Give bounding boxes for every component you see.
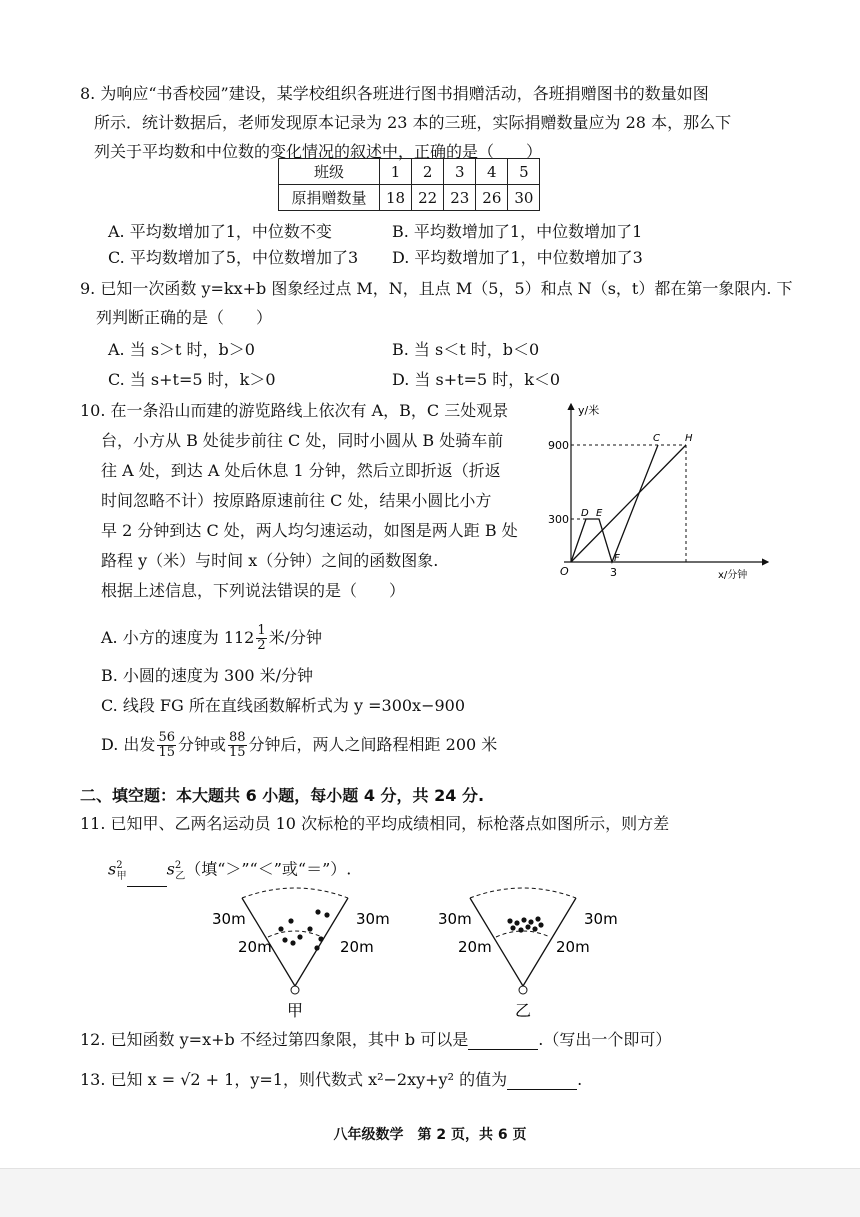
throw-origin <box>519 986 527 994</box>
landing-dot <box>538 922 543 927</box>
tick-label-900: 900 <box>548 439 569 452</box>
table-cell: 2 <box>412 159 444 185</box>
x-axis-label: x/分钟 <box>718 570 748 581</box>
q8-option-c: C. 平均数增加了5，中位数增加了3 <box>108 248 359 267</box>
q9-line1: 9. 已知一次函数 y=kx+b 图象经过点 M，N，且点 M（5，5）和点 N（s，t）都在第一象限内. 下 <box>80 279 793 298</box>
section-heading: 二、填空题：本大题共 6 小题，每小题 4 分，共 24 分. <box>80 786 485 805</box>
label-20m-left: 20m <box>458 938 492 956</box>
label-yi: 乙 <box>515 1001 532 1020</box>
y-axis-label: y/米 <box>578 404 600 417</box>
sector-yi <box>438 888 618 1020</box>
q10-option-d-post: 分钟后，两人之间路程相距 200 米 <box>248 735 498 754</box>
label-jia: 甲 <box>287 1001 304 1020</box>
point-e-label: E <box>596 508 603 519</box>
q10-line3: 往 A 处，到达 A 处后休息 1 分钟，然后立即折返（折返 <box>101 461 501 480</box>
q11-line1: 11. 已知甲、乙两名运动员 10 次标枪的平均成绩相同，标枪落点如图所示，则方差 <box>80 814 670 833</box>
landing-dot <box>525 924 530 929</box>
fraction-denominator: 15 <box>229 745 246 760</box>
q10-graph <box>540 398 780 588</box>
q9-option-c: C. 当 s+t=5 时，k＞0 <box>108 370 276 389</box>
q10-option-a-post: 米/分钟 <box>268 628 323 647</box>
answer-blank[interactable] <box>507 1073 577 1090</box>
variance-symbol: s <box>166 859 175 879</box>
landing-dot <box>518 927 523 932</box>
arc-30m <box>470 888 576 898</box>
table-cell: 26 <box>476 185 508 211</box>
q10-option-c: C. 线段 FG 所在直线函数解析式为 y =300x−900 <box>101 696 466 715</box>
q9-line2: 列判断正确的是（ ） <box>96 308 273 327</box>
label-20m-right: 20m <box>556 938 590 956</box>
page-footer: 八年级数学 第 2 页，共 6 页 <box>333 1127 527 1143</box>
q10-option-a <box>101 622 322 654</box>
landing-dot <box>514 920 519 925</box>
answer-blank[interactable] <box>468 1033 538 1050</box>
table-cell: 原捐赠数量 <box>279 185 380 211</box>
fraction <box>157 731 176 760</box>
q10-line6: 路程 y（米）与时间 x（分钟）之间的函数图象. <box>101 551 439 570</box>
throw-origin <box>291 986 299 994</box>
variance-exponent: 2 <box>174 860 182 871</box>
landing-dot <box>290 940 295 945</box>
answer-blank[interactable] <box>127 870 167 887</box>
label-20m-right: 20m <box>340 938 374 956</box>
arc-20m <box>268 931 322 937</box>
arc-20m <box>496 931 550 937</box>
tick-label-300: 300 <box>548 513 569 526</box>
label-30m-right: 30m <box>356 910 390 928</box>
q10-line1: 10. 在一条沿山而建的游览路线上依次有 A，B，C 三处观景 <box>80 401 509 420</box>
q10-option-d <box>101 728 497 762</box>
table-cell: 22 <box>412 185 444 211</box>
landing-dot <box>510 925 515 930</box>
q10-line5: 早 2 分钟到达 C 处，两人均匀速运动，如图是两人距 B 处 <box>101 521 518 540</box>
table-cell: 5 <box>508 159 540 185</box>
landing-dot <box>507 918 512 923</box>
fraction <box>256 624 266 653</box>
q12-line <box>80 1030 671 1050</box>
fraction <box>228 731 247 760</box>
table-cell: 1 <box>380 159 412 185</box>
variance-subscript: 甲 <box>116 870 127 882</box>
q10-line4: 时间忽略不计）按原路原速前往 C 处，结果小圆比小方 <box>101 491 492 510</box>
q10-line7: 根据上述信息，下列说法错误的是（ ） <box>101 581 406 600</box>
point-c-label: C <box>653 433 660 444</box>
q8-option-d: D. 平均数增加了1，中位数增加了3 <box>392 248 643 267</box>
tick-label-3: 3 <box>610 566 617 579</box>
xiaoyuan-path <box>571 445 658 562</box>
fraction-denominator: 2 <box>257 638 266 653</box>
landing-dot <box>297 934 302 939</box>
fraction-numerator: 56 <box>158 730 175 745</box>
fraction-numerator: 88 <box>229 730 246 745</box>
table-cell: 班级 <box>279 159 380 185</box>
label-20m-left: 20m <box>238 938 272 956</box>
q13-text: 13. 已知 x = √2 + 1，y=1，则代数式 x²−2xy+y² 的值为 <box>80 1070 508 1089</box>
landing-dot <box>318 936 323 941</box>
fraction-denominator: 15 <box>158 745 175 760</box>
landing-dot <box>314 945 319 950</box>
q12-text-post: .（写出一个即可） <box>538 1030 672 1049</box>
q10-option-a-pre: A. 小方的速度为 112 <box>101 628 255 647</box>
table-cell: 18 <box>380 185 412 211</box>
q10-line2: 台，小方从 B 处徒步前往 C 处，同时小圆从 B 处骑车前 <box>101 431 504 450</box>
origin-label: O <box>560 565 569 578</box>
table-cell: 30 <box>508 185 540 211</box>
q10-option-b: B. 小圆的速度为 300 米/分钟 <box>101 666 314 685</box>
table-row <box>279 185 540 211</box>
q10-option-d-pre: D. 出发 <box>101 735 156 754</box>
q11-figure <box>210 882 618 1022</box>
table-cell: 23 <box>444 185 476 211</box>
xiaofang-path <box>571 445 686 562</box>
table-row <box>279 159 540 185</box>
variance-exponent: 2 <box>116 860 123 871</box>
arc-30m <box>242 888 348 898</box>
q9-option-b: B. 当 s＜t 时，b＜0 <box>392 340 540 359</box>
label-30m-left: 30m <box>212 910 246 928</box>
q11-tail: （填“＞”“＜”或“＝”）. <box>185 859 352 879</box>
q9-option-a: A. 当 s＞t 时，b＞0 <box>108 340 255 359</box>
q8-option-a: A. 平均数增加了1，中位数不变 <box>108 222 332 241</box>
landing-dot <box>521 917 526 922</box>
landing-dot <box>535 916 540 921</box>
q12-text: 12. 已知函数 y=x+b 不经过第四象限，其中 b 可以是 <box>80 1030 469 1049</box>
landing-dot <box>532 926 537 931</box>
sector-jia <box>212 888 390 1020</box>
landing-dot <box>324 912 329 917</box>
landing-dot <box>307 926 312 931</box>
q13-line <box>80 1070 582 1090</box>
landing-dot <box>278 926 283 931</box>
landing-dot <box>315 909 320 914</box>
landing-dot <box>528 919 533 924</box>
table-cell: 4 <box>476 159 508 185</box>
point-d-label: D <box>581 508 589 519</box>
fraction-numerator: 1 <box>257 623 266 638</box>
q8-table <box>278 158 540 211</box>
point-h-label: H <box>685 433 693 444</box>
landing-dot <box>288 918 293 923</box>
q10-option-d-mid: 分钟或 <box>177 735 226 754</box>
label-30m-left: 30m <box>438 910 472 928</box>
variance-symbol: s <box>108 859 117 879</box>
q9-option-d: D. 当 s+t=5 时，k＜0 <box>392 370 561 389</box>
variance-subscript: 乙 <box>175 870 186 882</box>
q13-text-post: . <box>577 1070 583 1089</box>
point-f-label: F <box>614 553 620 564</box>
table-cell: 3 <box>444 159 476 185</box>
q8-line1: 8. 为响应“书香校园”建设，某学校组织各班进行图书捐赠活动，各班捐赠图书的数量如图 <box>80 84 709 103</box>
label-30m-right: 30m <box>584 910 618 928</box>
bottom-band <box>0 1168 860 1217</box>
q8-line3: 列关于平均数和中位数的变化情况的叙述中，正确的是（ ） <box>94 142 543 161</box>
landing-dot <box>282 937 287 942</box>
q8-option-b: B. 平均数增加了1，中位数增加了1 <box>392 222 643 241</box>
q8-line2: 所示．统计数据后，老师发现原本记录为 23 本的三班，实际捐赠数量应为 28 本，那么下 <box>94 113 732 132</box>
